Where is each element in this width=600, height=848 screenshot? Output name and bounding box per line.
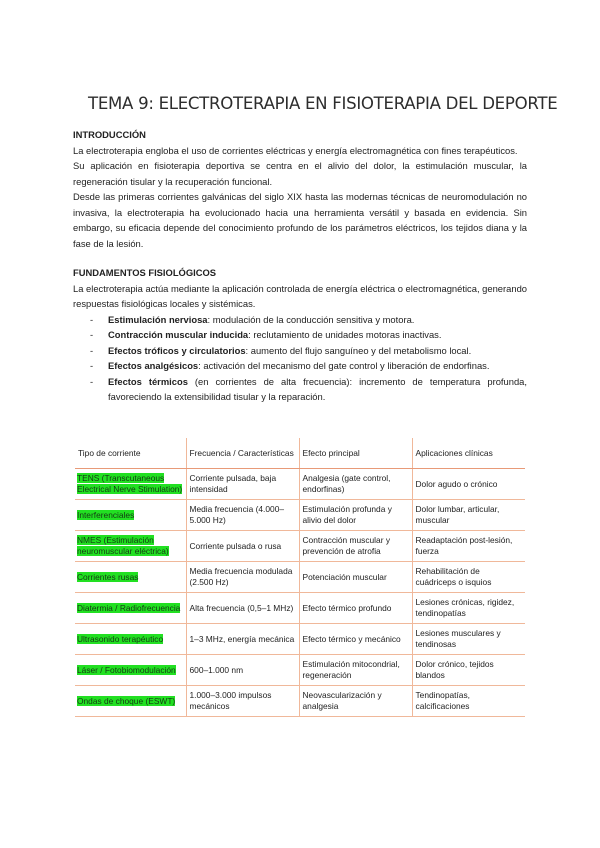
intro-paragraph: Desde las primeras corrientes galvánicas del siglo XIX hasta las modernas técnicas de neuromodulación no invasiva, la electroterapia ha evolucionado hacia una herramienta versátil y basada en evidencia. Sin embargo, su eficacia depende del conocimiento profundo de los parámetros eléctricos, los tejidos diana y la fase de la lesión.: [73, 191, 527, 249]
table-cell: Efecto térmico y mecánico: [299, 624, 412, 655]
table-cell: Dolor agudo o crónico: [412, 469, 525, 500]
table-header-row: [75, 438, 525, 469]
table-cell: Tendinopatías, calcificaciones: [412, 686, 525, 717]
highlighted-term: Interferenciales: [77, 509, 135, 520]
list-item: - Efectos tróficos y circulatorios: aumento del flujo sanguíneo y del metabolismo local.: [90, 344, 472, 356]
table-row: [75, 469, 525, 500]
table-row: [75, 531, 525, 562]
table-cell: Dolor crónico, tejidos blandos: [412, 655, 525, 686]
table-cell: 1–3 MHz, energía mecánica: [186, 624, 299, 655]
table-cell: Efecto térmico profundo: [299, 593, 412, 624]
table-row: [75, 593, 525, 624]
table-cell: Analgesia (gate control, endorfinas): [299, 469, 412, 500]
table-cell: Potenciación muscular: [299, 562, 412, 593]
table-cell: Contracción muscular y prevención de atrofia: [299, 531, 412, 562]
table-cell: [75, 500, 186, 531]
table-header-cell: Frecuencia / Características: [186, 438, 299, 469]
table-cell: [75, 624, 186, 655]
list-item: - Efectos térmicos (en corrientes de alta frecuencia): incremento de temperatura profunda, favoreciendo la extensibilidad tisular y la reparación.: [90, 375, 527, 402]
highlighted-term: Ultrasonido terapéutico: [77, 633, 164, 644]
table-cell: Alta frecuencia (0,5–1 MHz): [186, 593, 299, 624]
table-row: [75, 500, 525, 531]
intro-heading: INTRODUCCIÓN: [73, 129, 146, 140]
table-row: [75, 655, 525, 686]
table-header-cell: Efecto principal: [299, 438, 412, 469]
table-cell: Corriente pulsada o rusa: [186, 531, 299, 562]
highlighted-term: Corrientes rusas: [77, 571, 139, 582]
table-cell: [75, 655, 186, 686]
highlighted-term: Láser / Fotobiomodulación: [77, 664, 176, 675]
table-cell: 1.000–3.000 impulsos mecánicos: [186, 686, 299, 717]
table-header-cell: Tipo de corriente: [75, 438, 186, 469]
document-body: [73, 127, 527, 405]
table-cell: [75, 531, 186, 562]
table-cell: Rehabilitación de cuádriceps o isquios: [412, 562, 525, 593]
table-cell: [75, 593, 186, 624]
table-cell: [75, 469, 186, 500]
table-cell: Dolor lumbar, articular, muscular: [412, 500, 525, 531]
table-cell: Lesiones crónicas, rigidez, tendinopatías: [412, 593, 525, 624]
list-item: - Efectos analgésicos: activación del mecanismo del gate control y liberación de endorfinas.: [90, 360, 490, 371]
current-types-table: [75, 438, 525, 717]
table-row: [75, 562, 525, 593]
table-row: [75, 624, 525, 655]
highlighted-term: Ondas de choque (ESWT): [77, 695, 176, 706]
fundamentos-heading: FUNDAMENTOS FISIOLÓGICOS: [73, 267, 217, 278]
fundamentos-paragraph: La electroterapia actúa mediante la aplicación controlada de energía eléctrica o electromagnética, generando respuestas fisiológicas locales y sistémicas.: [73, 282, 527, 309]
table-row: [75, 686, 525, 717]
page-title: TEMA 9: ELECTROTERAPIA EN FISIOTERAPIA DEL DEPORTE: [88, 94, 558, 113]
highlighted-term: TENS (Transcutaneous Electrical Nerve Stimulation): [77, 473, 183, 494]
intro-paragraph: La electroterapia engloba el uso de corrientes eléctricas y energía electromagnética con fines terapéuticos.: [73, 144, 518, 156]
effects-list: [73, 312, 527, 405]
table-cell: Estimulación mitocondrial, regeneración: [299, 655, 412, 686]
table-cell: [75, 562, 186, 593]
table-cell: Media frecuencia (4.000–5.000 Hz): [186, 500, 299, 531]
table-cell: Media frecuencia modulada (2.500 Hz): [186, 562, 299, 593]
table-cell: Corriente pulsada, baja intensidad: [186, 469, 299, 500]
table-cell: Neovascularización y analgesia: [299, 686, 412, 717]
table-cell: 600–1.000 nm: [186, 655, 299, 686]
highlighted-term: NMES (Estimulación neuromuscular eléctrica): [77, 535, 169, 556]
highlighted-term: Diatermia / Radiofrecuencia: [77, 602, 181, 613]
table-header-cell: Aplicaciones clínicas: [412, 438, 525, 469]
list-item: - Contracción muscular inducida: reclutamiento de unidades motoras inactivas.: [90, 329, 442, 340]
table-cell: Lesiones musculares y tendinosas: [412, 624, 525, 655]
list-item: - Estimulación nerviosa: modulación de la conducción sensitiva y motora.: [90, 313, 415, 325]
table-cell: [75, 686, 186, 717]
table-cell: Readaptación post-lesión, fuerza: [412, 531, 525, 562]
intro-paragraph: Su aplicación en fisioterapia deportiva se centra en el alivio del dolor, la estimulación muscular, la regeneración tisular y la recuperación funcional.: [73, 160, 527, 187]
table-cell: Estimulación profunda y alivio del dolor: [299, 500, 412, 531]
